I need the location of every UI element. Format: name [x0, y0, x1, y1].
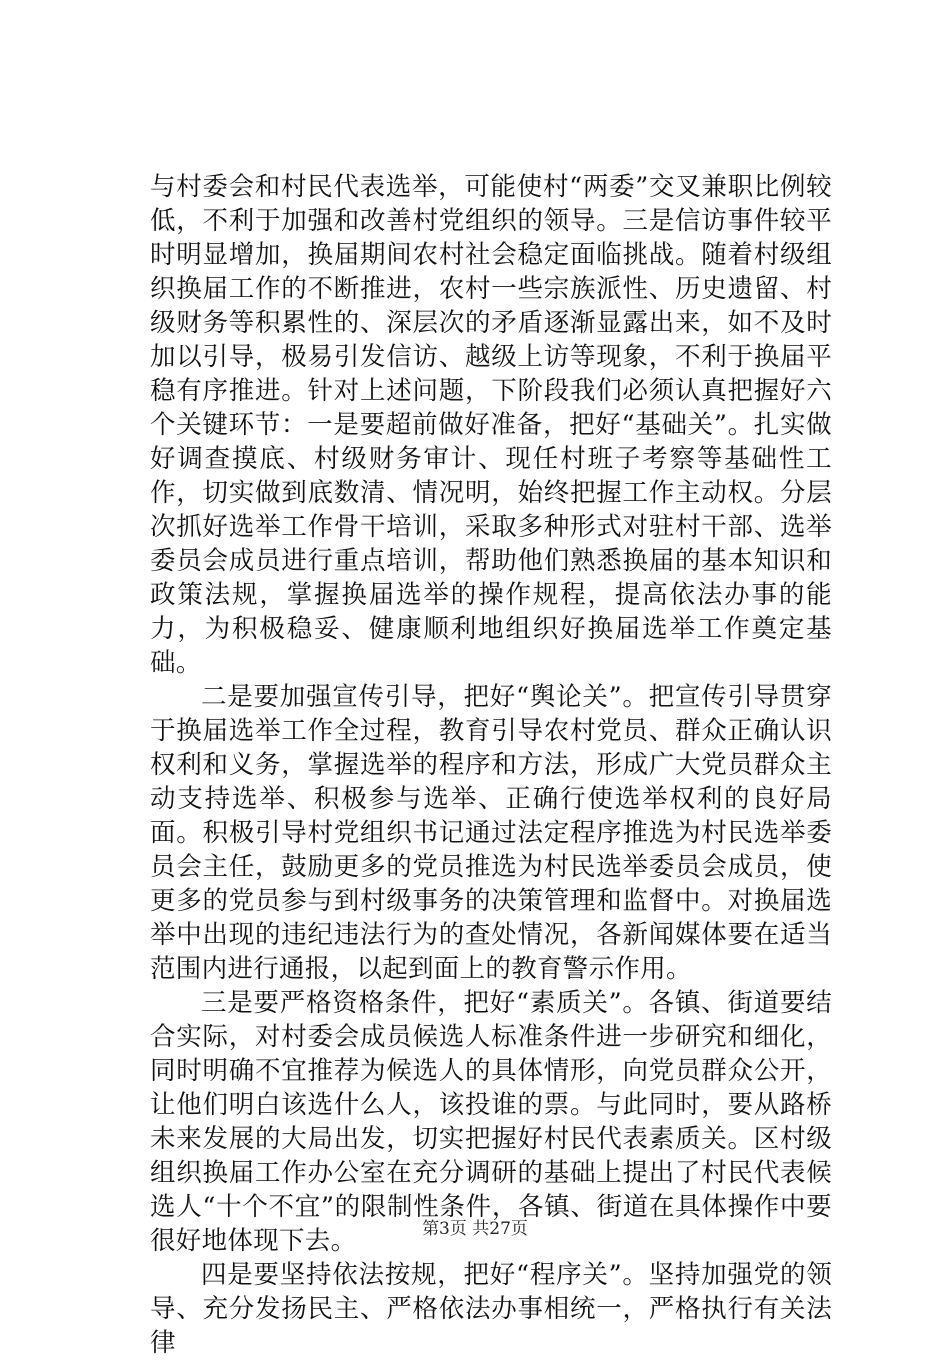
- paragraph-2: 二是要加强宣传引导，把好“舆论关”。把宣传引导贯穿于换届选举工作全过程，教育引导农村党员、群众正确认识权利和义务，掌握选举的程序和方法，形成广大党员群众主动支持选举、积极参与选举、正确行使选举权利的良好局面。积极引导村党组织书记通过法定程序推选为村民选举委员会主任，鼓励更多的党员推选为村民选举委员会成员，使更多的党员参与到村级事务的决策管理和监督中。对换届选举中出现的违纪违法行为的查处情况，各新闻媒体要在适当范围内进行通报，以起到面上的教育警示作用。: [150, 682, 832, 984]
- paragraph-3: 三是要严格资格条件，把好“素质关”。各镇、街道要结合实际，对村委会成员候选人标准条件进一步研究和细化，同时明确不宜推荐为候选人的具体情形，向党员群众公开，让他们明白该选什么人，该投谁的票。与此同时，要从路桥未来发展的大局出发，切实把握好村民代表素质关。区村级组织换届工作办公室在充分调研的基础上提出了村民代表候选人“十个不宜”的限制性条件，各镇、街道在具体操作中要很好地体现下去。: [150, 988, 832, 1256]
- document-body: [150, 170, 832, 1360]
- page-footer: 第3页 共27页: [422, 1219, 528, 1239]
- paragraph-4: 四是要坚持依法按规，把好“程序关”。坚持加强党的领导、充分发扬民主、严格依法办事相统一，严格执行有关法律: [150, 1260, 832, 1358]
- paragraph-1: 与村委会和村民代表选举，可能使村“两委”交叉兼职比例较低，不利于加强和改善村党组织的领导。三是信访事件较平时明显增加，换届期间农村社会稳定面临挑战。随着村级组织换届工作的不断推进，农村一些宗族派性、历史遗留、村级财务等积累性的、深层次的矛盾逐渐显露出来，如不及时加以引导，极易引发信访、越级上访等现象，不利于换届平稳有序推进。针对上述问题，下阶段我们必须认真把握好六个关键环节：一是要超前做好准备，把好“基础关”。扎实做好调查摸底、村级财务审计、现任村班子考察等基础性工作，切实做到底数清、情况明，始终把握工作主动权。分层次抓好选举工作骨干培训，采取多种形式对驻村干部、选举委员会成员进行重点培训，帮助他们熟悉换届的基本知识和政策法规，掌握换届选举的操作规程，提高依法办事的能力，为积极稳妥、健康顺利地组织好换届选举工作奠定基础。: [150, 172, 832, 678]
